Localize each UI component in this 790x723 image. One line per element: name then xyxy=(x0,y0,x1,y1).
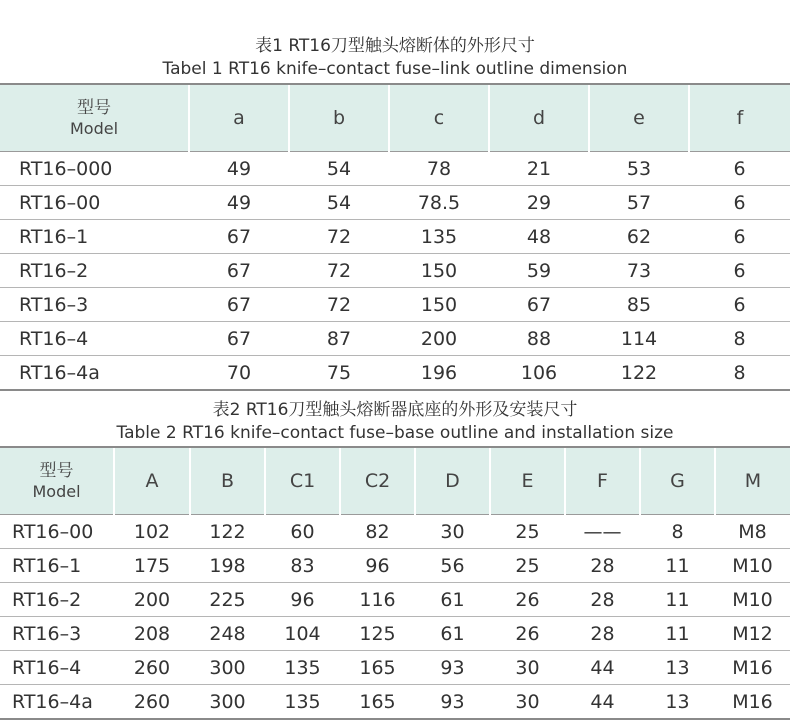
table2-header-C1: C1 xyxy=(265,447,340,515)
value-cell: 72 xyxy=(289,288,389,322)
table-row xyxy=(0,685,790,720)
value-cell: 93 xyxy=(415,651,490,685)
value-cell: M16 xyxy=(715,651,790,685)
fuse-link-dimension-table xyxy=(0,83,790,391)
value-cell: 21 xyxy=(489,152,589,186)
value-cell: 28 xyxy=(565,549,640,583)
value-cell: 6 xyxy=(689,288,790,322)
value-cell: 75 xyxy=(289,356,389,391)
value-cell: M10 xyxy=(715,549,790,583)
value-cell: 30 xyxy=(490,651,565,685)
model-cell: RT16–3 xyxy=(0,288,189,322)
value-cell: 83 xyxy=(265,549,340,583)
value-cell: 122 xyxy=(190,515,265,549)
table2-header-B: B xyxy=(190,447,265,515)
value-cell: 28 xyxy=(565,617,640,651)
table-row xyxy=(0,254,790,288)
value-cell: 11 xyxy=(640,549,715,583)
model-cell: RT16–4a xyxy=(0,685,114,720)
value-cell: 54 xyxy=(289,186,389,220)
value-cell: 300 xyxy=(190,651,265,685)
value-cell: 25 xyxy=(490,549,565,583)
value-cell: 6 xyxy=(689,220,790,254)
model-cell: RT16–000 xyxy=(0,152,189,186)
value-cell: 30 xyxy=(490,685,565,720)
value-cell: 11 xyxy=(640,583,715,617)
value-cell: 78.5 xyxy=(389,186,489,220)
table1-header-b: b xyxy=(289,84,389,152)
value-cell: 200 xyxy=(114,583,190,617)
value-cell: 114 xyxy=(589,322,689,356)
value-cell: 67 xyxy=(189,322,289,356)
value-cell: 8 xyxy=(689,356,790,391)
value-cell: 196 xyxy=(389,356,489,391)
value-cell: 135 xyxy=(389,220,489,254)
value-cell: 13 xyxy=(640,685,715,720)
value-cell: 72 xyxy=(289,254,389,288)
value-cell: 125 xyxy=(340,617,415,651)
value-cell: M10 xyxy=(715,583,790,617)
table2-title: 表2 RT16刀型触头熔断器底座的外形及安装尺寸 xyxy=(212,400,578,420)
value-cell: 8 xyxy=(640,515,715,549)
value-cell: 122 xyxy=(589,356,689,391)
value-cell: 48 xyxy=(489,220,589,254)
value-cell: 200 xyxy=(389,322,489,356)
model-cell: RT16–1 xyxy=(0,549,114,583)
model-cell: RT16–2 xyxy=(0,583,114,617)
model-cell: RT16–00 xyxy=(0,515,114,549)
table2-header-D: D xyxy=(415,447,490,515)
table1-header-model-en: Model xyxy=(69,118,119,138)
value-cell: 54 xyxy=(289,152,389,186)
table2-header-model-en: Model xyxy=(32,481,81,501)
value-cell: 78 xyxy=(389,152,489,186)
value-cell: 6 xyxy=(689,152,790,186)
table1-header-row xyxy=(0,84,790,152)
table2-body xyxy=(0,515,790,720)
value-cell: 260 xyxy=(114,685,190,720)
model-cell: RT16–1 xyxy=(0,220,189,254)
value-cell: 11 xyxy=(640,617,715,651)
value-cell: 87 xyxy=(289,322,389,356)
value-cell: 30 xyxy=(415,515,490,549)
table-row xyxy=(0,186,790,220)
model-cell: RT16–3 xyxy=(0,617,114,651)
table1-body xyxy=(0,152,790,391)
model-cell: RT16–4 xyxy=(0,651,114,685)
fuse-base-dimension-table xyxy=(0,446,790,720)
table2-header-model xyxy=(0,447,114,515)
value-cell: 96 xyxy=(265,583,340,617)
value-cell: 28 xyxy=(565,583,640,617)
value-cell: 73 xyxy=(589,254,689,288)
value-cell: 26 xyxy=(490,617,565,651)
value-cell: 53 xyxy=(589,152,689,186)
value-cell: 44 xyxy=(565,685,640,720)
table2-header-model-zh: 型号 xyxy=(39,460,74,481)
table2-header-M: M xyxy=(715,447,790,515)
table-row xyxy=(0,549,790,583)
table1-header-c: c xyxy=(389,84,489,152)
table1-title: 表1 RT16刀型触头熔断体的外形尺寸 xyxy=(255,36,535,56)
value-cell: 60 xyxy=(265,515,340,549)
value-cell: 72 xyxy=(289,220,389,254)
table1-header-e: e xyxy=(589,84,689,152)
table-row xyxy=(0,288,790,322)
table1-header-a: a xyxy=(189,84,289,152)
value-cell: 6 xyxy=(689,186,790,220)
table2-subtitle: Table 2 RT16 knife–contact fuse–base outline and installation size xyxy=(116,423,674,443)
value-cell: 93 xyxy=(415,685,490,720)
table1-header-f: f xyxy=(689,84,790,152)
value-cell: 198 xyxy=(190,549,265,583)
value-cell: 116 xyxy=(340,583,415,617)
table-row xyxy=(0,617,790,651)
table2-header-G: G xyxy=(640,447,715,515)
table1-subtitle: Tabel 1 RT16 knife–contact fuse–link outline dimension xyxy=(162,59,628,79)
value-cell: 165 xyxy=(340,651,415,685)
value-cell: 104 xyxy=(265,617,340,651)
table2-header-A: A xyxy=(114,447,190,515)
model-cell: RT16–4 xyxy=(0,322,189,356)
value-cell: 67 xyxy=(489,288,589,322)
value-cell: 150 xyxy=(389,288,489,322)
table1-header-model-zh: 型号 xyxy=(77,97,111,118)
value-cell: 29 xyxy=(489,186,589,220)
value-cell: 260 xyxy=(114,651,190,685)
value-cell: M12 xyxy=(715,617,790,651)
model-cell: RT16–2 xyxy=(0,254,189,288)
table2-header-F: F xyxy=(565,447,640,515)
value-cell: 88 xyxy=(489,322,589,356)
value-cell: 49 xyxy=(189,152,289,186)
value-cell: 44 xyxy=(565,651,640,685)
value-cell: 82 xyxy=(340,515,415,549)
value-cell: 13 xyxy=(640,651,715,685)
value-cell: 248 xyxy=(190,617,265,651)
table-row xyxy=(0,322,790,356)
model-cell: RT16–00 xyxy=(0,186,189,220)
table-row xyxy=(0,152,790,186)
value-cell: 225 xyxy=(190,583,265,617)
value-cell: 135 xyxy=(265,651,340,685)
value-cell: 62 xyxy=(589,220,689,254)
model-cell: RT16–4a xyxy=(0,356,189,391)
value-cell: 56 xyxy=(415,549,490,583)
table1-header-d: d xyxy=(489,84,589,152)
value-cell: 70 xyxy=(189,356,289,391)
value-cell: 150 xyxy=(389,254,489,288)
value-cell: 165 xyxy=(340,685,415,720)
table2-header-C2: C2 xyxy=(340,447,415,515)
value-cell: 67 xyxy=(189,220,289,254)
value-cell: M16 xyxy=(715,685,790,720)
value-cell: 175 xyxy=(114,549,190,583)
value-cell: M8 xyxy=(715,515,790,549)
value-cell: 102 xyxy=(114,515,190,549)
value-cell: 106 xyxy=(489,356,589,391)
value-cell: 61 xyxy=(415,617,490,651)
value-cell: 57 xyxy=(589,186,689,220)
table2-header-E: E xyxy=(490,447,565,515)
value-cell: 85 xyxy=(589,288,689,322)
value-cell: 67 xyxy=(189,254,289,288)
value-cell: 49 xyxy=(189,186,289,220)
value-cell: 96 xyxy=(340,549,415,583)
value-cell: 59 xyxy=(489,254,589,288)
table2-header-row xyxy=(0,447,790,515)
value-cell: 67 xyxy=(189,288,289,322)
value-cell: 8 xyxy=(689,322,790,356)
table-row xyxy=(0,651,790,685)
table-row xyxy=(0,583,790,617)
value-cell: 135 xyxy=(265,685,340,720)
table-row xyxy=(0,356,790,391)
value-cell: —— xyxy=(565,515,640,549)
value-cell: 26 xyxy=(490,583,565,617)
value-cell: 208 xyxy=(114,617,190,651)
table-row xyxy=(0,220,790,254)
value-cell: 25 xyxy=(490,515,565,549)
table-row xyxy=(0,515,790,549)
value-cell: 300 xyxy=(190,685,265,720)
table1-header-model xyxy=(0,84,189,152)
value-cell: 61 xyxy=(415,583,490,617)
value-cell: 6 xyxy=(689,254,790,288)
